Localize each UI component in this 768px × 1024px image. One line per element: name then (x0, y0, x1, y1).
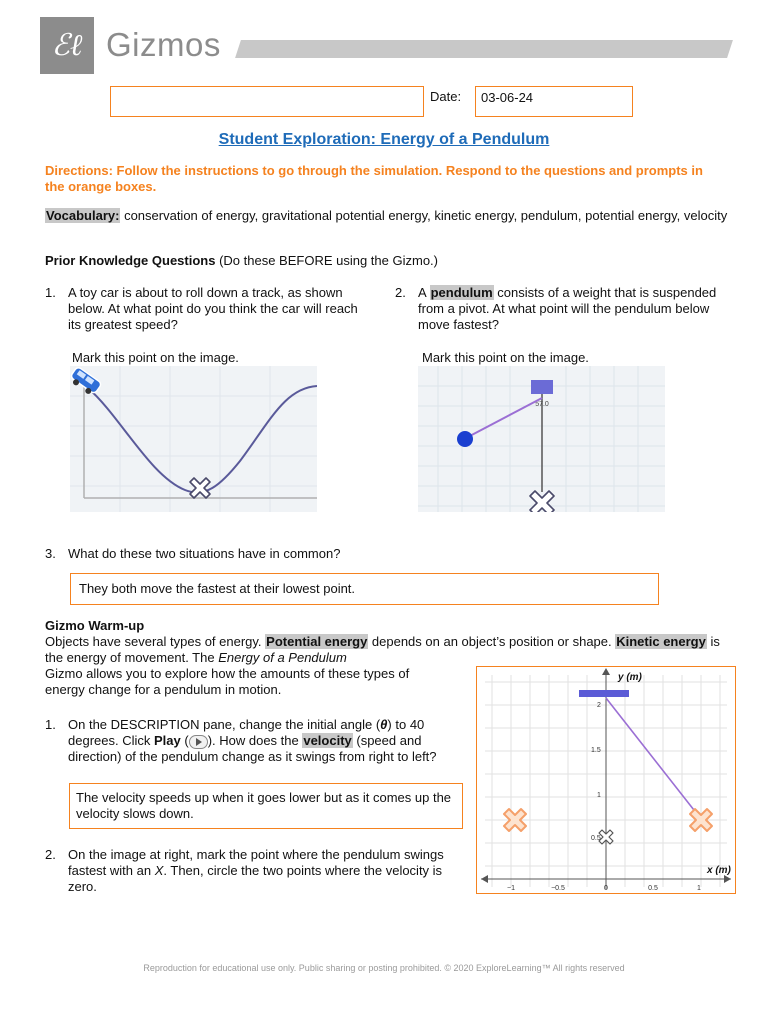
theta-symbol: θ (380, 717, 388, 732)
play-icon (189, 735, 208, 749)
gizmo-name: Energy of a Pendulum (218, 650, 347, 665)
prior-knowledge-heading (45, 253, 438, 269)
question-text: ). How does the (207, 733, 303, 748)
warmup-intro-text: Gizmo allows you to explore how the amounts of these types of energy change for a pendulum in motion. (45, 666, 410, 697)
warmup-intro-text: depends on an object’s position or shape. (368, 634, 616, 649)
question-text: A (418, 285, 430, 300)
prior-knowledge-subtitle: (Do these BEFORE using the Gizmo.) (215, 253, 438, 268)
x-tick-label: 0.5 (648, 885, 658, 892)
warmup-intro-continued (45, 666, 445, 698)
q2-mark-instruction: Mark this point on the image. (422, 350, 589, 365)
question-number: 2. (395, 285, 406, 300)
question-1 (45, 285, 365, 345)
term-velocity: velocity (303, 733, 352, 748)
x-tick-label: 0 (604, 885, 608, 892)
explorelearning-logo: ℰℓ (40, 17, 94, 74)
warmup-q1-answer-box[interactable] (69, 783, 463, 829)
y-tick-label: 1 (597, 792, 601, 799)
warmup-intro (45, 634, 725, 666)
date-field[interactable] (475, 86, 633, 117)
x-tick-label: −1 (507, 885, 515, 892)
gizmos-brand: Gizmos (106, 26, 221, 63)
footer: Reproduction for educational use only. Public sharing or posting prohibited. © 2020 ExploreLearning™ All rights reserved (143, 963, 625, 973)
x-axis-label: x (m) (707, 865, 731, 876)
x-symbol: X (154, 863, 164, 878)
q1-mark-instruction: Mark this point on the image. (72, 350, 239, 365)
term-potential-energy: Potential energy (266, 634, 368, 649)
question-text: consists of a weight that is suspended from a pivot. At what point will the pendulum below move fastest? (418, 285, 717, 332)
date-value: 03-06-24 (481, 90, 534, 105)
question-number: 1. (45, 717, 56, 732)
pendulum-bob (457, 431, 473, 447)
question-text: On the image at right, mark the point where the pendulum swings fastest with an (68, 847, 444, 878)
directions: Directions: Follow the instructions to go through the simulation. Respond to the questions and prompts in the orange boxes. (45, 163, 703, 194)
question-text: What do these two situations have in common? (68, 546, 341, 561)
graph-pendulum-pivot (579, 690, 629, 697)
vocabulary-label: Vocabulary: (46, 208, 120, 223)
question-text: A toy car is about to roll down a track, as shown below. At what point do you think the car will reach its greatest speed? (68, 285, 358, 332)
warmup-intro-text: Objects have several types of energy. (45, 634, 266, 649)
question-number: 3. (45, 546, 56, 561)
x-tick-label: 1 (697, 885, 701, 892)
pendulum-image (418, 366, 665, 512)
warmup-question-1 (45, 717, 465, 781)
q3-answer-text: They both move the fastest at their lowest point. (79, 581, 356, 596)
y-tick-label: 0.5 (591, 835, 601, 842)
question-text: On the DESCRIPTION pane, change the initial angle ( (68, 717, 381, 732)
page-title: Student Exploration: Energy of a Pendulum (218, 131, 550, 148)
question-text: . Then, circle the two points where the velocity is zero. (68, 863, 443, 894)
x-tick-label: −0.5 (551, 885, 565, 892)
question-3 (45, 546, 735, 564)
warmup-heading: Gizmo Warm-up (45, 618, 145, 633)
warmup-question-2 (45, 847, 465, 897)
question-text: (speed and direction) of the pendulum change as it swings from right to left? (68, 733, 437, 764)
play-label: Play (153, 733, 181, 748)
question-2 (395, 285, 725, 345)
warmup-q1-answer-text: The velocity speeds up when it goes lower but as it comes up the velocity slows down. (76, 790, 452, 821)
question-text: ( (180, 733, 189, 748)
y-tick-label: 2 (597, 702, 601, 709)
prior-knowledge-title: Prior Knowledge Questions (45, 253, 216, 268)
q3-answer-box[interactable] (70, 573, 659, 605)
pendulum-angle-label: 57.0 (535, 401, 549, 408)
pendulum-graph (477, 667, 735, 893)
name-field[interactable] (110, 86, 424, 117)
term-pendulum: pendulum (430, 285, 493, 300)
date-label: Date: (430, 89, 462, 104)
vocabulary (45, 208, 735, 224)
question-number: 1. (45, 285, 56, 300)
warmup-intro-text: is the energy of movement. The (45, 634, 720, 665)
y-tick-label: 1.5 (591, 747, 601, 754)
y-axis-label: y (m) (618, 672, 642, 683)
header-stripe (235, 40, 733, 58)
question-number: 2. (45, 847, 56, 862)
question-text: ) to 40 degrees. Click (68, 717, 425, 748)
track-image (70, 366, 317, 512)
pendulum-pivot (531, 380, 553, 394)
vocabulary-terms: conservation of energy, gravitational potential energy, kinetic energy, pendulum, potential energy, velocity (120, 208, 728, 223)
term-kinetic-energy: Kinetic energy (616, 634, 706, 649)
